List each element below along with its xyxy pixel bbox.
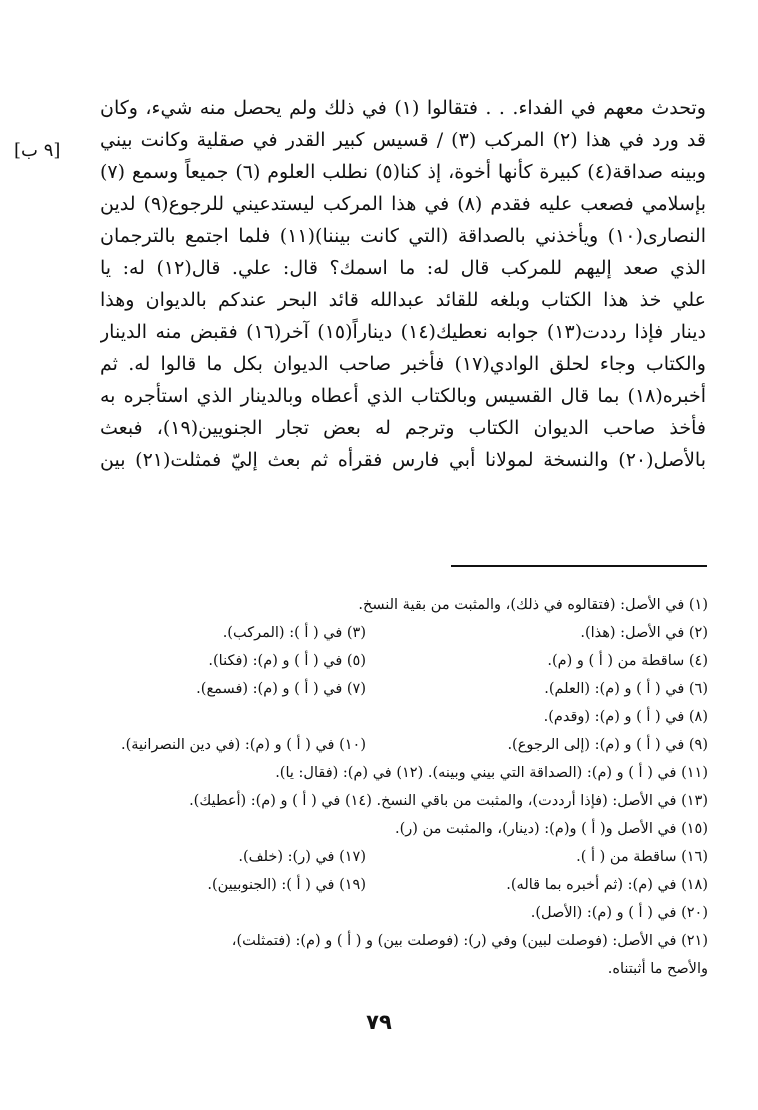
page-number: ٧٩ xyxy=(366,1010,392,1034)
footnote: (٢) في الأصل: (هذا). xyxy=(580,625,708,641)
footnote-row xyxy=(100,675,708,703)
text-line: دينار فإذا رددت(١٣) جوابه نعطيك(١٤) ديناراً(١٥) آخر(١٦) فقبض منه الدينار xyxy=(100,321,706,343)
footnote: (٢١) في الأصل: (فوصلت لبين) وفي (ر): (فوصلت بين) و ( أ ) و (م): (فتمثلت)، xyxy=(231,933,708,949)
footnote: (٥) في ( أ ) و (م): (فكنا). xyxy=(208,653,366,669)
text-line: والكتاب وجاء لحلق الوادي(١٧) فأخبر صاحب الديوان بكل ما قالوا له. ثم xyxy=(100,353,706,375)
text-line: الذي صعد إليهم للمركب قال له: ما اسمك؟ قال: علي. قال(١٢) له: يا xyxy=(100,257,706,279)
text-line: فأخذ صاحب الديوان الكتاب وترجم له بعض تجار الجنويين(١٩)، فبعث xyxy=(100,417,706,439)
footnote: (١٨) في (م): (ثم أخبره بما قاله). xyxy=(506,877,708,893)
footnote-row xyxy=(100,647,708,675)
footnote: (١٩) في ( أ ): (الجنوبيين). xyxy=(207,877,366,893)
text-line: أخبره(١٨) بما قال القسيس وبالكتاب الذي أعطاه وبالدينار الذي استأجره به xyxy=(100,385,706,407)
footnote xyxy=(100,787,366,815)
footnote xyxy=(100,955,366,983)
footnote xyxy=(100,591,366,619)
footnote: والأصح ما أثبتناه. xyxy=(607,961,708,977)
footnote: (٢٠) في ( أ ) و (م): (الأصل). xyxy=(530,905,708,921)
footnote: (١٥) في الأصل و( أ ) و(م): (دينار)، والمثبت من (ر). xyxy=(395,821,708,837)
footnote: (١٣) في الأصل: (فإذا أرددت)، والمثبت من باقي النسخ. (١٤) في ( أ ) و (م): (أعطيك). xyxy=(189,793,708,809)
footnote-row xyxy=(100,871,708,899)
text-line: بإسلامي فصعب عليه فقدم (٨) في هذا المركب ليستدعيني للرجوع(٩) لدين xyxy=(100,193,706,215)
footnote-row xyxy=(100,731,708,759)
footnote-row xyxy=(100,927,708,955)
footnote-row xyxy=(100,787,708,815)
footnote: (٤) ساقطة من ( أ ) و (م). xyxy=(547,653,708,669)
footnote xyxy=(100,759,366,787)
footnote xyxy=(100,703,366,731)
footnote-row xyxy=(100,899,708,927)
footnote-row xyxy=(100,619,708,647)
footnote xyxy=(100,815,366,843)
footnotes-block xyxy=(100,591,708,983)
footnote-row xyxy=(100,955,708,983)
text-line: علي خذ هذا الكتاب وبلغه للقائد عبدالله قائد البحر عندكم بالديوان وهذا xyxy=(100,289,706,311)
footnote: (٧) في ( أ ) و (م): (فسمع). xyxy=(196,681,366,697)
footnote: (٩) في ( أ ) و (م): (إلى الرجوع). xyxy=(507,737,708,753)
footnote: (١٠) في ( أ ) و (م): (في دين النصرانية). xyxy=(120,737,366,753)
footnote xyxy=(100,899,366,927)
text-line: قد ورد في هذا (٢) المركب (٣) / قسيس كبير القدر في صقلية وكانت بيني xyxy=(100,129,706,151)
text-line: النصارى(١٠) ويأخذني بالصداقة (التي كانت بيننا)(١١) فلما اجتمع بالترجمان xyxy=(100,225,706,247)
footnote-row xyxy=(100,843,708,871)
footnote-separator xyxy=(451,565,707,567)
footnote-row xyxy=(100,759,708,787)
footnote-row xyxy=(100,815,708,843)
footnote: (٣) في ( أ ): (المركب). xyxy=(222,625,366,641)
footnote xyxy=(100,927,366,955)
footnote-row xyxy=(100,591,708,619)
footnote-row xyxy=(100,703,708,731)
main-text-block xyxy=(100,92,706,476)
footnote: (١) في الأصل: (فتقالوه في ذلك)، والمثبت من بقية النسخ. xyxy=(358,597,708,613)
folio-marker: [٩ ب] xyxy=(14,140,61,161)
footnote: (٨) في ( أ ) و (م): (وقدم). xyxy=(543,709,708,725)
footnote: (٦) في ( أ ) و (م): (العلم). xyxy=(544,681,708,697)
text-line: بالأصل(٢٠) والنسخة لمولانا أبي فارس فقرأه ثم بعث إليّ فمثلت(٢١) بين xyxy=(100,449,706,471)
footnote: (١١) في ( أ ) و (م): (الصداقة التي بيني وبينه). (١٢) في (م): (فقال: يا). xyxy=(275,765,708,781)
footnote: (١٧) في (ر): (خلف). xyxy=(238,849,366,865)
text-line: وتحدث معهم في الفداء. . . فتقالوا (١) في ذلك ولم يحصل منه شيء، وكان xyxy=(100,97,706,119)
footnote: (١٦) ساقطة من ( أ ). xyxy=(576,849,708,865)
text-line: وبينه صداقة(٤) كبيرة كأنها أخوة، إذ كنا(٥) نطلب العلوم (٦) جميعاً وسمع (٧) xyxy=(100,161,706,183)
